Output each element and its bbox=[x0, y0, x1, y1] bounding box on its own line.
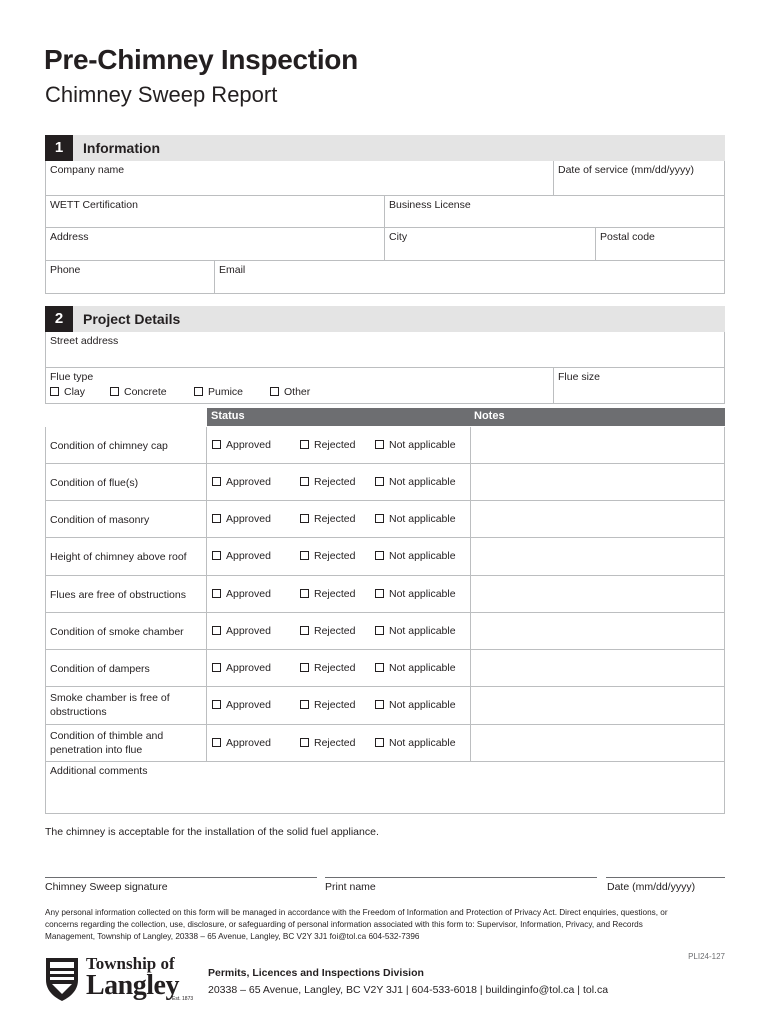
table-row-label-cell bbox=[45, 725, 207, 762]
print-name-line[interactable] bbox=[325, 877, 597, 878]
street-address-field[interactable] bbox=[45, 332, 725, 368]
table-row-status-cell bbox=[207, 464, 471, 501]
section-1-number: 1 bbox=[45, 135, 73, 161]
table-row-label: Condition of thimble and penetration into flue bbox=[50, 730, 164, 756]
table-row-status-cell bbox=[207, 427, 471, 464]
table-row-notes-field[interactable] bbox=[471, 427, 725, 464]
section-2-title: Project Details bbox=[83, 311, 181, 327]
table-row-label-cell bbox=[45, 687, 207, 725]
table-row-label-cell bbox=[45, 427, 207, 464]
status-rejected-option[interactable]: Rejected bbox=[300, 513, 355, 525]
status-not-applicable-option[interactable]: Not applicable bbox=[375, 476, 456, 488]
date-of-service-label: Date of service (mm/dd/yyyy) bbox=[558, 164, 694, 176]
status-rejected-option[interactable]: Rejected bbox=[300, 699, 355, 711]
street-address-label: Street address bbox=[50, 335, 119, 347]
flue-option-pumice[interactable]: Pumice bbox=[194, 386, 243, 398]
status-rejected-option[interactable]: Rejected bbox=[300, 662, 355, 674]
table-row-notes-field[interactable] bbox=[471, 650, 725, 687]
checkbox-icon[interactable] bbox=[270, 387, 279, 396]
table-row-label-cell bbox=[45, 576, 207, 613]
table-row-status-cell bbox=[207, 687, 471, 725]
table-row-notes-field[interactable] bbox=[471, 687, 725, 725]
form-subtitle: Chimney Sweep Report bbox=[45, 82, 278, 107]
table-row-label-cell bbox=[45, 613, 207, 650]
checkbox-icon[interactable] bbox=[375, 514, 384, 523]
status-approved-option[interactable]: Approved bbox=[212, 662, 271, 674]
checkbox-icon[interactable] bbox=[300, 738, 309, 747]
flue-size-field[interactable] bbox=[554, 368, 725, 404]
form-code: PLI24-127 bbox=[688, 952, 725, 961]
city-field[interactable] bbox=[385, 228, 596, 261]
status-approved-option[interactable]: Approved bbox=[212, 625, 271, 637]
section-2-header bbox=[45, 306, 725, 332]
privacy-notice: Any personal information collected on this form will be managed in accordance with the Freedom of Information and Protection of Privacy Act. Direct enquiries, questions, or concerns regarding the collection, use, disclosure, or safeguarding of personal information associated with this form to: Supervisor, Information, Privacy, and Records Management, Township of Langley, 20338 – 65 Avenue, Langley, BC V2Y 3J1 foi@tol.ca 604-532-7396 bbox=[45, 908, 668, 941]
checkbox-icon[interactable] bbox=[194, 387, 203, 396]
status-approved-option[interactable]: Approved bbox=[212, 699, 271, 711]
status-not-applicable-option[interactable]: Not applicable bbox=[375, 550, 456, 562]
checkbox-icon[interactable] bbox=[300, 440, 309, 449]
table-row-status-cell bbox=[207, 613, 471, 650]
section-1-header bbox=[45, 135, 725, 161]
status-not-applicable-option[interactable]: Not applicable bbox=[375, 439, 456, 451]
checkbox-icon[interactable] bbox=[375, 626, 384, 635]
table-row-label: Condition of dampers bbox=[50, 663, 150, 675]
flue-type-field bbox=[45, 368, 554, 404]
email-field[interactable] bbox=[215, 261, 725, 294]
postal-code-label: Postal code bbox=[600, 231, 655, 243]
table-row-status-cell bbox=[207, 538, 471, 576]
status-table-header bbox=[207, 408, 725, 426]
table-row-notes-field[interactable] bbox=[471, 501, 725, 538]
sweep-signature-label: Chimney Sweep signature bbox=[45, 881, 168, 893]
status-not-applicable-option[interactable]: Not applicable bbox=[375, 737, 456, 749]
checkbox-icon[interactable] bbox=[212, 477, 221, 486]
status-rejected-option[interactable]: Rejected bbox=[300, 737, 355, 749]
checkbox-icon[interactable] bbox=[375, 440, 384, 449]
email-label: Email bbox=[219, 264, 246, 276]
checkbox-icon[interactable] bbox=[300, 551, 309, 560]
form-title: Pre-Chimney Inspection bbox=[44, 44, 358, 75]
status-not-applicable-option[interactable]: Not applicable bbox=[375, 662, 456, 674]
table-row-status-cell bbox=[207, 501, 471, 538]
checkbox-icon[interactable] bbox=[300, 514, 309, 523]
table-row-notes-field[interactable] bbox=[471, 725, 725, 762]
checkbox-icon[interactable] bbox=[212, 700, 221, 709]
logo-line1: Township of bbox=[86, 954, 175, 973]
checkbox-icon[interactable] bbox=[212, 626, 221, 635]
checkbox-icon[interactable] bbox=[212, 551, 221, 560]
flue-type-label: Flue type bbox=[50, 371, 94, 383]
date-line[interactable] bbox=[606, 877, 725, 878]
checkbox-icon[interactable] bbox=[212, 738, 221, 747]
address-field[interactable] bbox=[45, 228, 385, 261]
table-row-notes-field[interactable] bbox=[471, 464, 725, 501]
phone-field[interactable] bbox=[45, 261, 215, 294]
checkbox-icon[interactable] bbox=[300, 626, 309, 635]
table-row-label: Height of chimney above roof bbox=[50, 551, 187, 563]
checkbox-icon[interactable] bbox=[375, 589, 384, 598]
footer-address: 20338 – 65 Avenue, Langley, BC V2Y 3J1 | 604-533-6018 | buildinginfo@tol.ca | tol.ca bbox=[208, 984, 609, 996]
status-approved-option[interactable]: Approved bbox=[212, 737, 271, 749]
checkbox-icon[interactable] bbox=[212, 663, 221, 672]
notes-header: Notes bbox=[474, 410, 505, 422]
postal-code-field[interactable] bbox=[596, 228, 725, 261]
checkbox-icon[interactable] bbox=[375, 700, 384, 709]
flue-option-concrete[interactable]: Concrete bbox=[110, 386, 167, 398]
date-of-service-field[interactable] bbox=[554, 161, 725, 196]
logo-line2: Langley bbox=[86, 970, 179, 1001]
table-row-label-cell bbox=[45, 501, 207, 538]
table-row-label: Flues are free of obstructions bbox=[50, 589, 186, 601]
section-2-number: 2 bbox=[45, 306, 73, 332]
status-rejected-option[interactable]: Rejected bbox=[300, 439, 355, 451]
status-approved-option[interactable]: Approved bbox=[212, 476, 271, 488]
phone-label: Phone bbox=[50, 264, 81, 276]
city-label: City bbox=[389, 231, 408, 243]
additional-comments-field[interactable] bbox=[45, 762, 725, 814]
flue-option-other[interactable]: Other bbox=[270, 386, 310, 398]
table-row-label-cell bbox=[45, 650, 207, 687]
table-row-notes-field[interactable] bbox=[471, 576, 725, 613]
status-rejected-option[interactable]: Rejected bbox=[300, 625, 355, 637]
table-row-label: Condition of flue(s) bbox=[50, 477, 139, 489]
business-license-field[interactable] bbox=[385, 196, 725, 228]
checkbox-icon[interactable] bbox=[212, 514, 221, 523]
table-row-label: Condition of smoke chamber bbox=[50, 626, 184, 638]
flue-size-label: Flue size bbox=[558, 371, 601, 383]
checkbox-icon[interactable] bbox=[300, 700, 309, 709]
township-logo bbox=[44, 954, 194, 1004]
table-row-notes-field[interactable] bbox=[471, 613, 725, 650]
wett-certification-label: WETT Certification bbox=[50, 199, 138, 211]
business-license-label: Business License bbox=[389, 199, 471, 211]
status-rejected-option[interactable]: Rejected bbox=[300, 588, 355, 600]
table-row-status-cell bbox=[207, 725, 471, 762]
wett-certification-field[interactable] bbox=[45, 196, 385, 228]
table-row-label: Smoke chamber is free of obstructions bbox=[50, 692, 170, 718]
signature-line[interactable] bbox=[45, 877, 317, 878]
table-row-label-cell bbox=[45, 464, 207, 501]
status-not-applicable-option[interactable]: Not applicable bbox=[375, 513, 456, 525]
checkbox-icon[interactable] bbox=[375, 477, 384, 486]
table-row-status-cell bbox=[207, 576, 471, 613]
print-name-label: Print name bbox=[325, 881, 376, 893]
table-row-label: Condition of masonry bbox=[50, 514, 150, 526]
status-not-applicable-option[interactable]: Not applicable bbox=[375, 699, 456, 711]
date-label: Date (mm/dd/yyyy) bbox=[607, 881, 696, 893]
status-approved-option[interactable]: Approved bbox=[212, 588, 271, 600]
status-approved-option[interactable]: Approved bbox=[212, 550, 271, 562]
checkbox-icon[interactable] bbox=[212, 589, 221, 598]
additional-comments-label: Additional comments bbox=[50, 765, 148, 777]
table-row-notes-field[interactable] bbox=[471, 538, 725, 576]
checkbox-icon[interactable] bbox=[300, 477, 309, 486]
crest-icon bbox=[44, 956, 80, 1002]
flue-option-clay[interactable]: Clay bbox=[50, 386, 85, 398]
status-not-applicable-option[interactable]: Not applicable bbox=[375, 625, 456, 637]
checkbox-icon[interactable] bbox=[375, 738, 384, 747]
checkbox-icon[interactable] bbox=[375, 551, 384, 560]
footer-division: Permits, Licences and Inspections Division bbox=[208, 967, 424, 979]
checkbox-icon[interactable] bbox=[110, 387, 119, 396]
status-rejected-option[interactable]: Rejected bbox=[300, 476, 355, 488]
checkbox-icon[interactable] bbox=[50, 387, 59, 396]
checkbox-icon[interactable] bbox=[375, 663, 384, 672]
table-row-status-cell bbox=[207, 650, 471, 687]
acceptance-statement: The chimney is acceptable for the installation of the solid fuel appliance. bbox=[45, 826, 379, 838]
checkbox-icon[interactable] bbox=[212, 440, 221, 449]
address-label: Address bbox=[50, 231, 89, 243]
logo-est: Est. 1873 bbox=[172, 996, 194, 1002]
status-not-applicable-option[interactable]: Not applicable bbox=[375, 588, 456, 600]
table-row-label-cell bbox=[45, 538, 207, 576]
table-row-label: Condition of chimney cap bbox=[50, 440, 168, 452]
section-1-title: Information bbox=[83, 140, 160, 156]
status-approved-option[interactable]: Approved bbox=[212, 439, 271, 451]
status-rejected-option[interactable]: Rejected bbox=[300, 550, 355, 562]
checkbox-icon[interactable] bbox=[300, 663, 309, 672]
company-name-field[interactable] bbox=[45, 161, 554, 196]
checkbox-icon[interactable] bbox=[300, 589, 309, 598]
company-name-label: Company name bbox=[50, 164, 125, 176]
status-approved-option[interactable]: Approved bbox=[212, 513, 271, 525]
status-header: Status bbox=[211, 410, 245, 422]
